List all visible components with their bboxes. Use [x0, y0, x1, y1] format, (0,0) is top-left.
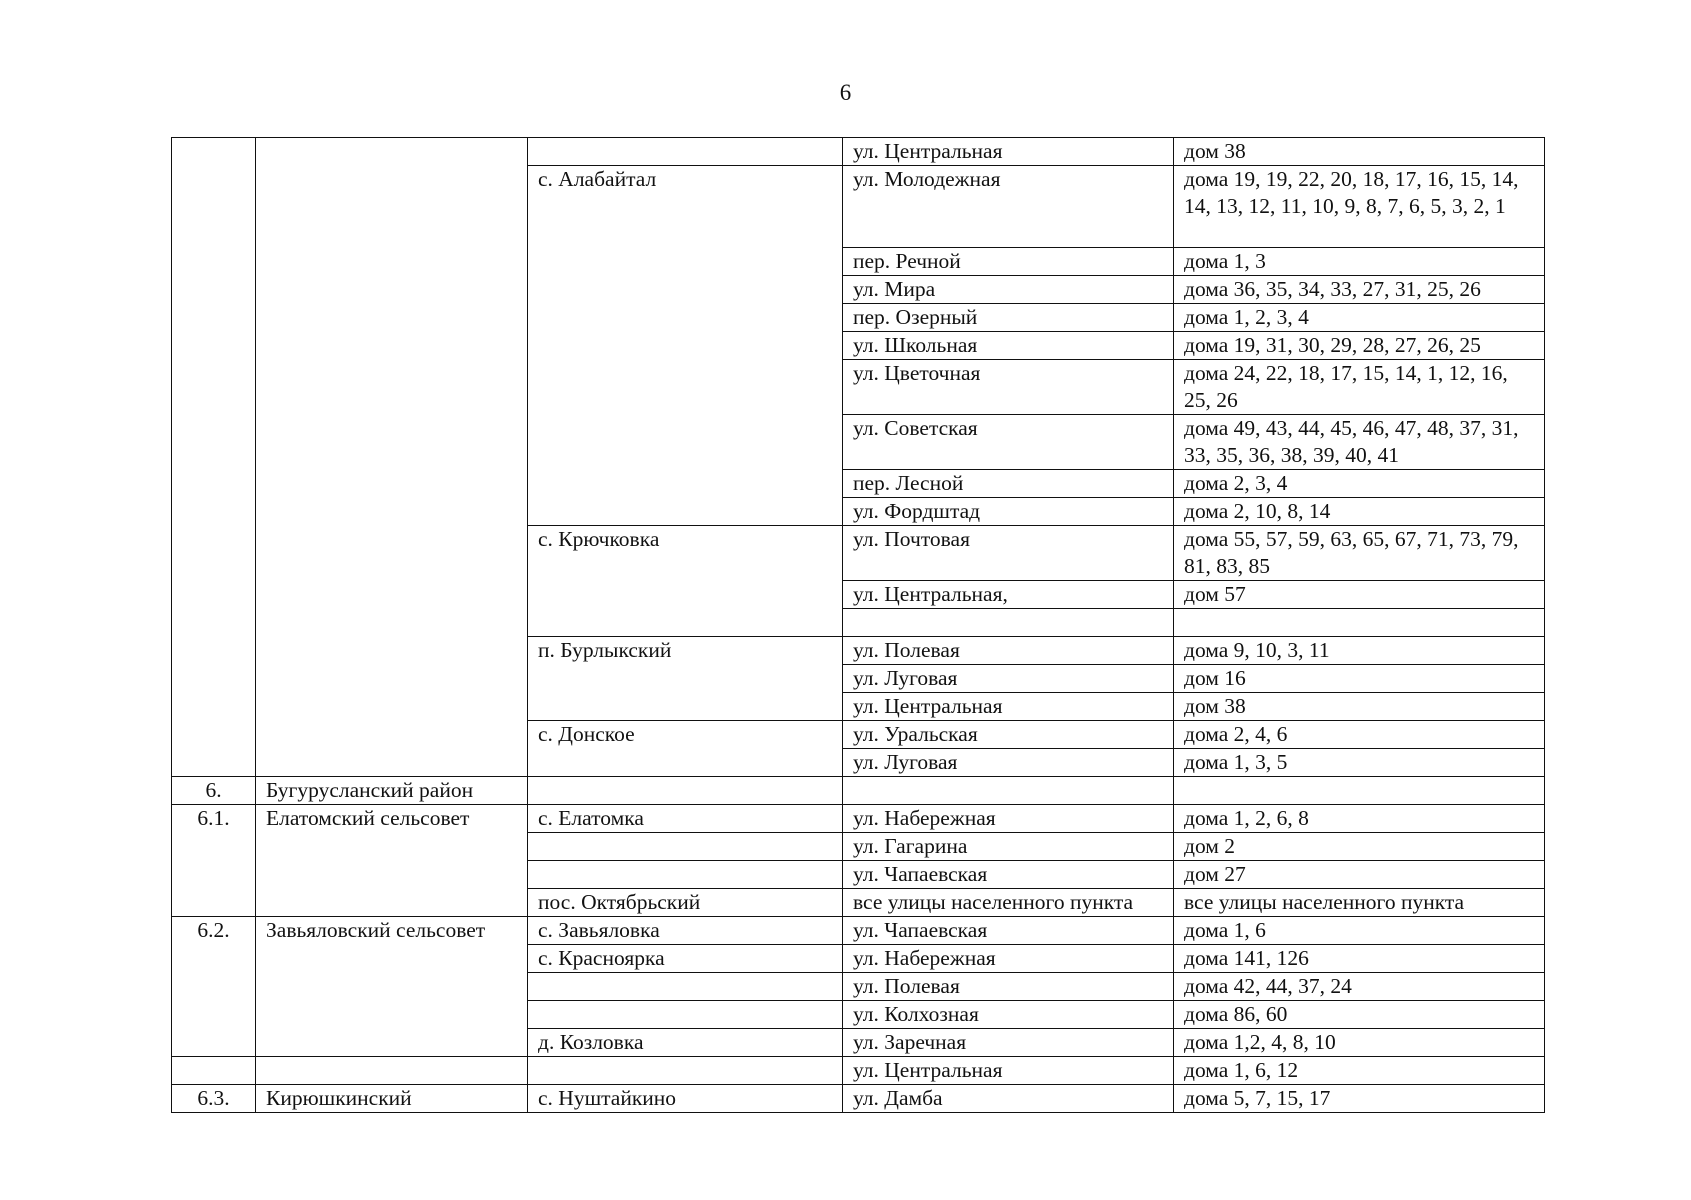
- locality-cell: д. Козловка: [528, 1029, 843, 1057]
- district-cell: Кирюшкинский: [256, 1085, 528, 1113]
- locality-cell: [528, 833, 843, 861]
- street-cell: ул. Набережная: [843, 945, 1174, 973]
- houses-cell: дом 38: [1174, 693, 1545, 721]
- table-row: [172, 777, 1545, 805]
- street-cell: ул. Центральная: [843, 693, 1174, 721]
- street-cell: ул. Фордштад: [843, 498, 1174, 526]
- locality-cell: [528, 777, 843, 805]
- district-cell: [256, 1057, 528, 1085]
- houses-cell: дом 38: [1174, 138, 1545, 166]
- street-cell: все улицы населенного пункта: [843, 889, 1174, 917]
- table-row: [172, 138, 1545, 166]
- street-cell: [843, 777, 1174, 805]
- houses-cell: дома 86, 60: [1174, 1001, 1545, 1029]
- street-cell: ул. Полевая: [843, 973, 1174, 1001]
- houses-cell: [1174, 609, 1545, 637]
- houses-cell: дом 2: [1174, 833, 1545, 861]
- street-cell: ул. Цветочная: [843, 360, 1174, 415]
- locality-cell: с. Донское: [528, 721, 843, 777]
- locality-cell: с. Завьяловка: [528, 917, 843, 945]
- street-cell: ул. Набережная: [843, 805, 1174, 833]
- houses-cell: дом 16: [1174, 665, 1545, 693]
- houses-cell: дома 49, 43, 44, 45, 46, 47, 48, 37, 31, 33, 35, 36, 38, 39, 40, 41: [1174, 415, 1545, 470]
- street-cell: ул. Чапаевская: [843, 917, 1174, 945]
- houses-cell: дома 55, 57, 59, 63, 65, 67, 71, 73, 79, 81, 83, 85: [1174, 526, 1545, 581]
- locality-cell: с. Красноярка: [528, 945, 843, 973]
- row-number-cell: 6.2.: [172, 917, 256, 1057]
- street-cell: ул. Школьная: [843, 332, 1174, 360]
- street-cell: ул. Советская: [843, 415, 1174, 470]
- street-cell: ул. Мира: [843, 276, 1174, 304]
- houses-cell: дома 2, 4, 6: [1174, 721, 1545, 749]
- district-cell: Бугурусланский район: [256, 777, 528, 805]
- street-cell: ул. Заречная: [843, 1029, 1174, 1057]
- houses-cell: дома 5, 7, 15, 17: [1174, 1085, 1545, 1113]
- locality-cell: [528, 1001, 843, 1029]
- street-cell: ул. Уральская: [843, 721, 1174, 749]
- houses-cell: дома 2, 10, 8, 14: [1174, 498, 1545, 526]
- street-cell: ул. Молодежная: [843, 166, 1174, 248]
- houses-cell: дома 19, 19, 22, 20, 18, 17, 16, 15, 14, 14, 13, 12, 11, 10, 9, 8, 7, 6, 5, 3, 2, 1: [1174, 166, 1545, 248]
- houses-cell: дома 42, 44, 37, 24: [1174, 973, 1545, 1001]
- address-table: [171, 137, 1545, 1113]
- locality-cell: с. Алабайтал: [528, 166, 843, 526]
- locality-cell: [528, 973, 843, 1001]
- page-number: 6: [839, 80, 852, 105]
- houses-cell: дома 1,2, 4, 8, 10: [1174, 1029, 1545, 1057]
- houses-cell: дома 141, 126: [1174, 945, 1545, 973]
- houses-cell: дом 27: [1174, 861, 1545, 889]
- street-cell: [843, 609, 1174, 637]
- street-cell: ул. Полевая: [843, 637, 1174, 665]
- street-cell: ул. Дамба: [843, 1085, 1174, 1113]
- houses-cell: дома 2, 3, 4: [1174, 470, 1545, 498]
- street-cell: ул. Луговая: [843, 749, 1174, 777]
- table-row: [172, 1085, 1545, 1113]
- houses-cell: дома 1, 2, 6, 8: [1174, 805, 1545, 833]
- street-cell: пер. Озерный: [843, 304, 1174, 332]
- street-cell: ул. Центральная: [843, 1057, 1174, 1085]
- row-number-cell: [172, 1057, 256, 1085]
- district-cell: Елатомский сельсовет: [256, 805, 528, 917]
- houses-cell: дома 9, 10, 3, 11: [1174, 637, 1545, 665]
- houses-cell: все улицы населенного пункта: [1174, 889, 1545, 917]
- street-cell: ул. Почтовая: [843, 526, 1174, 581]
- locality-cell: п. Бурлыкский: [528, 637, 843, 721]
- street-cell: ул. Центральная: [843, 138, 1174, 166]
- district-cell: [256, 138, 528, 777]
- row-number-cell: 6.: [172, 777, 256, 805]
- locality-cell: [528, 861, 843, 889]
- locality-cell: пос. Октябрьский: [528, 889, 843, 917]
- table-row: [172, 917, 1545, 945]
- district-cell: Завьяловский сельсовет: [256, 917, 528, 1057]
- locality-cell: с. Елатомка: [528, 805, 843, 833]
- houses-cell: дома 1, 3, 5: [1174, 749, 1545, 777]
- locality-cell: с. Крючковка: [528, 526, 843, 637]
- street-cell: пер. Лесной: [843, 470, 1174, 498]
- row-number-cell: [172, 138, 256, 777]
- houses-cell: дома 19, 31, 30, 29, 28, 27, 26, 25: [1174, 332, 1545, 360]
- houses-cell: [1174, 777, 1545, 805]
- street-cell: ул. Чапаевская: [843, 861, 1174, 889]
- houses-cell: дома 1, 6: [1174, 917, 1545, 945]
- houses-cell: дома 1, 6, 12: [1174, 1057, 1545, 1085]
- row-number-cell: 6.3.: [172, 1085, 256, 1113]
- houses-cell: дома 36, 35, 34, 33, 27, 31, 25, 26: [1174, 276, 1545, 304]
- table-row: [172, 1057, 1545, 1085]
- row-number-cell: 6.1.: [172, 805, 256, 917]
- table-row: [172, 805, 1545, 833]
- locality-cell: с. Нуштайкино: [528, 1085, 843, 1113]
- houses-cell: дома 1, 3: [1174, 248, 1545, 276]
- houses-cell: дома 1, 2, 3, 4: [1174, 304, 1545, 332]
- street-cell: ул. Колхозная: [843, 1001, 1174, 1029]
- locality-cell: [528, 1057, 843, 1085]
- street-cell: пер. Речной: [843, 248, 1174, 276]
- street-cell: ул. Луговая: [843, 665, 1174, 693]
- street-cell: ул. Гагарина: [843, 833, 1174, 861]
- houses-cell: дома 24, 22, 18, 17, 15, 14, 1, 12, 16, 25, 26: [1174, 360, 1545, 415]
- houses-cell: дом 57: [1174, 581, 1545, 609]
- locality-cell: [528, 138, 843, 166]
- street-cell: ул. Центральная,: [843, 581, 1174, 609]
